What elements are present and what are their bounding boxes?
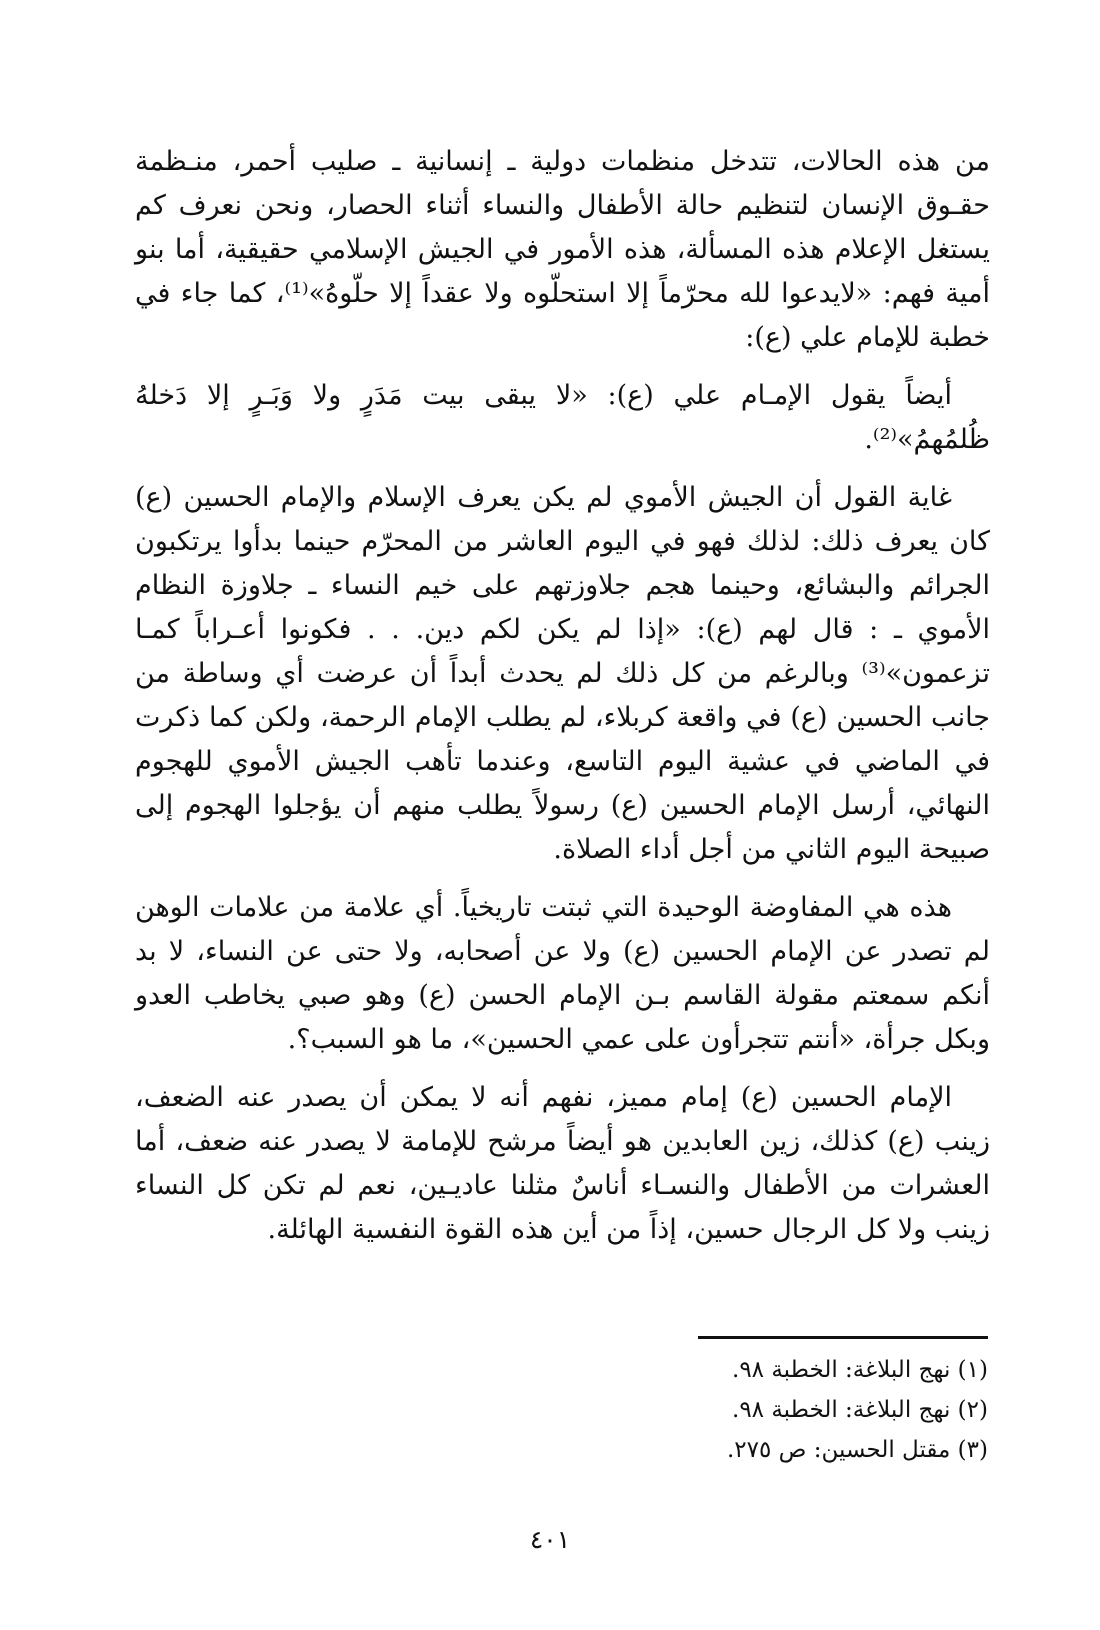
paragraph-2: أيضاً يقول الإمـام علي (ع): «لا يبقى بيت مَدَرٍ ولا وَبَـرٍ إلا دَخلهُ ظُلمُهمُ»⁽²⁾. [135, 380, 990, 455]
footnote-3: (٣) مقتل الحسين: ص ٢٧٥. [726, 1437, 988, 1463]
footnote-1: (١) نهج البلاغة: الخطبة ٩٨. [732, 1357, 988, 1383]
footnote-2: (٢) نهج البلاغة: الخطبة ٩٨. [732, 1397, 988, 1423]
paragraph-3: غاية القول أن الجيش الأموي لم يكن يعرف الإسلام والإمام الحسين (ع) كان يعرف ذلك: لذلك فهو في اليوم العاشر من المحرّم حينما بدأوا يرتكبون الجرائم والبشائع، وحينما هجم جلاوزتهم على خيم النساء ـ جلاوزة النظام الأموي ـ : قال لهم (ع): «إذا لم يكن لكم دين. . . فكونوا أعـراباً كمـا تزعمون»⁽³⁾ وبالرغم من كل ذلك لم يحدث أبداً أن عرضت أي وساطة من جانب الحسين (ع) في واقعة كربلاء، لم يطلب الإمام الرحمة، ولكن كما ذكرت في الماضي في عشية اليوم التاسع، وعندما تأهب الجيش الأموي للهجوم النهائي، أرسل الإمام الحسين (ع) رسولاً يطلب منهم أن يؤجلوا الهجوم إلى صبيحة اليوم الثاني من أجل أداء الصلاة. [135, 482, 990, 865]
footnote-separator [698, 1336, 988, 1339]
page-number: ٤٠١ [529, 1525, 571, 1554]
main-text [135, 140, 990, 1266]
footnotes [568, 1350, 988, 1470]
paragraph-1: من هذه الحالات، تتدخل منظمات دولية ـ إنسانية ـ صليب أحمر، منـظمة حقـوق الإنسان لتنظيم حالة الأطفال والنساء أثناء الحصار، ونحن نعرف كم يستغل الإعلام هذه المسألة، هذه الأمور في الجيش الإسلامي حقيقية، أما بنو أمية فهم: «لايدعوا لله محرّماً إلا استحلّوه ولا عقداً إلا حلّوهُ»⁽¹⁾، كما جاء في خطبة للإمام علي (ع): [135, 146, 990, 353]
paragraph-5: الإمام الحسين (ع) إمام مميز، نفهم أنه لا يمكن أن يصدر عنه الضعف، زينب (ع) كذلك، زين العابدين هو أيضاً مرشح للإمامة لا يصدر عنه ضعف، أما العشرات من الأطفال والنسـاء أناسٌ مثلنا عاديـين، نعم لم تكن كل النساء زينب ولا كل الرجال حسين، إذاً من أين هذه القوة النفسية الهائلة. [135, 1082, 990, 1245]
paragraph-4: هذه هي المفاوضة الوحيدة التي ثبتت تاريخياً. أي علامة من علامات الوهن لم تصدر عن الإمام الحسين (ع) ولا عن أصحابه، ولا حتى عن النساء، لا بد أنكم سمعتم مقولة القاسم بـن الإمام الحسن (ع) وهو صبي يخاطب العدو وبكل جرأة، «أنتم تتجرأون على عمي الحسين»، ما هو السبب؟. [135, 892, 990, 1055]
